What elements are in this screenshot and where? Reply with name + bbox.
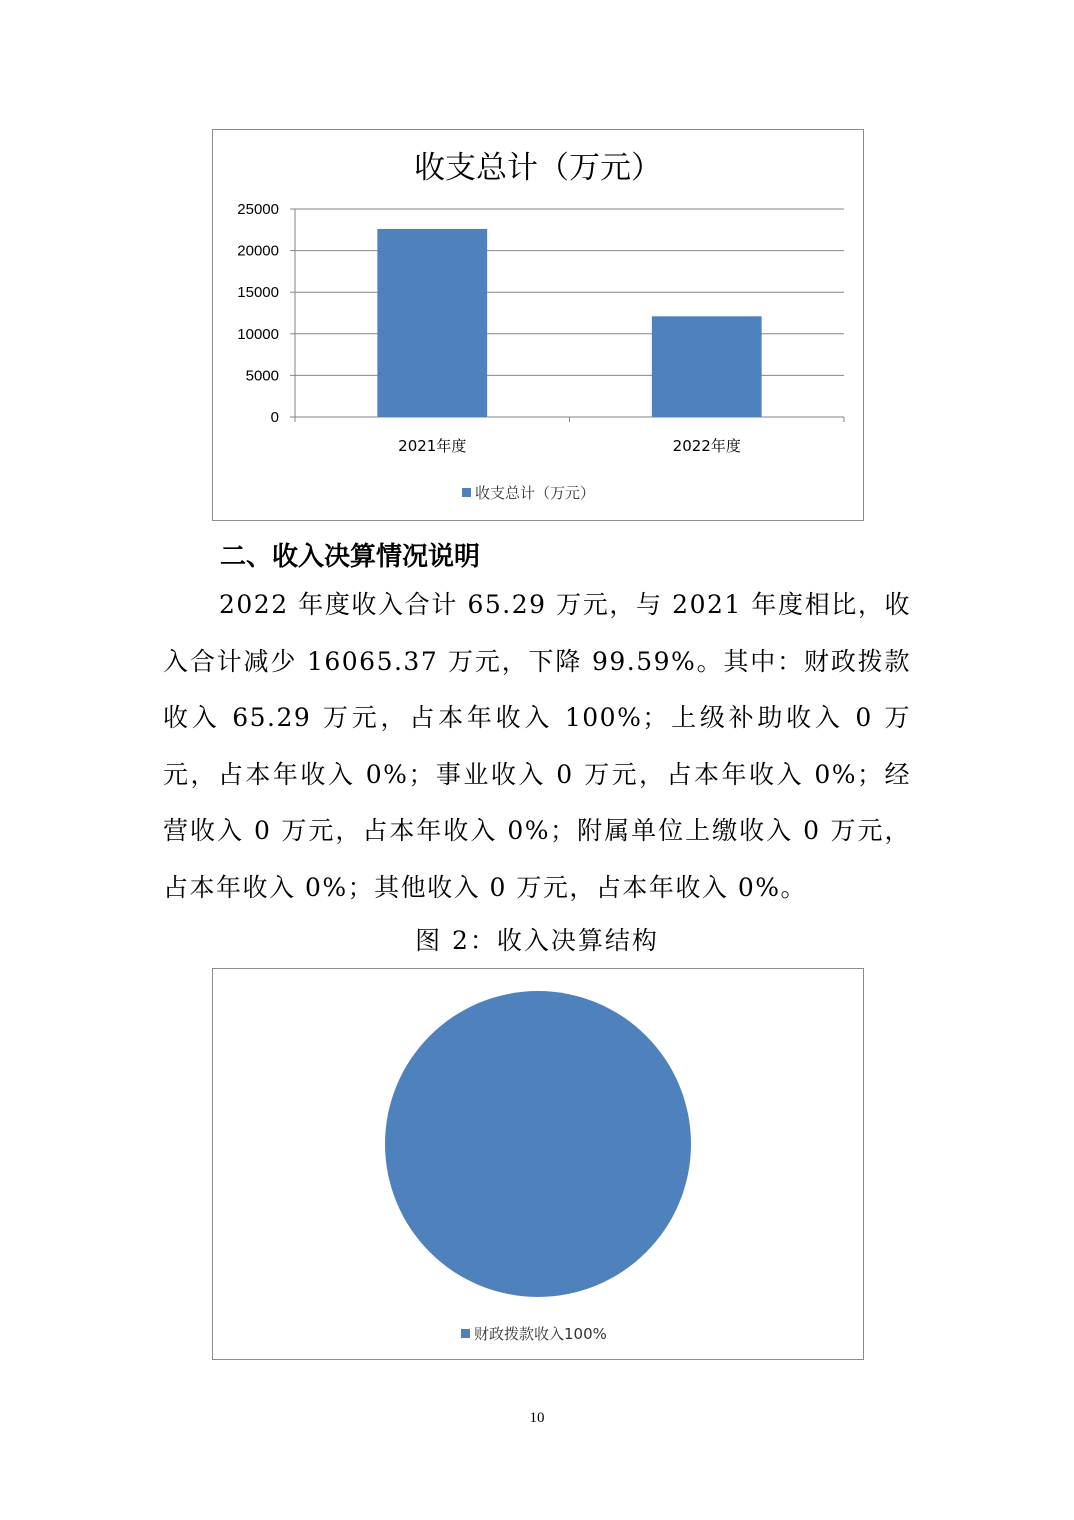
legend-label: 收支总计（万元） [475, 484, 596, 502]
bar [652, 316, 762, 417]
pie-slices [385, 991, 691, 1297]
y-tick-labels [237, 201, 279, 426]
y-tick-label: 0 [270, 409, 279, 426]
legend-swatch [462, 488, 471, 497]
pie-chart-svg [213, 969, 863, 1359]
body-paragraph: 2022 年度收入合计 65.29 万元，与 2021 年度相比，收入合计减少 16065.37 万元，下降 99.59%。其中：财政拨款收入 65.29 万元，占本年收入 100%；上级补助收入 0 万元，占本年收入 0%；事业收入 0 万元，占本年收入 0%；经营收入 0 万元，占本年收入 0%；附属单位上缴收入 0 万元，占本年收入 0%；其他收入 0 万元，占本年收入 0%。 [163, 590, 911, 902]
y-tick-label: 10000 [237, 325, 279, 343]
y-tick-label: 20000 [237, 242, 279, 260]
x-tick-label: 2021年度 [398, 437, 467, 455]
x-tick-labels [398, 437, 741, 455]
bar-chart-svg [213, 130, 863, 520]
section-heading: 二、收入决算情况说明 [220, 542, 481, 572]
page-number: 10 [529, 1410, 545, 1426]
chart-title: 收支总计（万元） [414, 150, 662, 186]
legend [461, 1325, 607, 1343]
legend-swatch [461, 1329, 470, 1338]
bars [377, 229, 761, 417]
y-tick-label: 15000 [237, 284, 279, 302]
bar-chart [212, 129, 864, 521]
pie-chart [212, 968, 864, 1360]
bar [377, 229, 487, 417]
x-tick-label: 2022年度 [672, 437, 741, 455]
legend-label: 财政拨款收入100% [474, 1325, 607, 1343]
pie-slice [385, 991, 691, 1297]
y-tick-label: 25000 [237, 201, 279, 218]
figure-caption: 图 2：收入决算结构 [415, 926, 659, 955]
legend [462, 484, 595, 502]
y-tick-label: 5000 [245, 367, 279, 385]
